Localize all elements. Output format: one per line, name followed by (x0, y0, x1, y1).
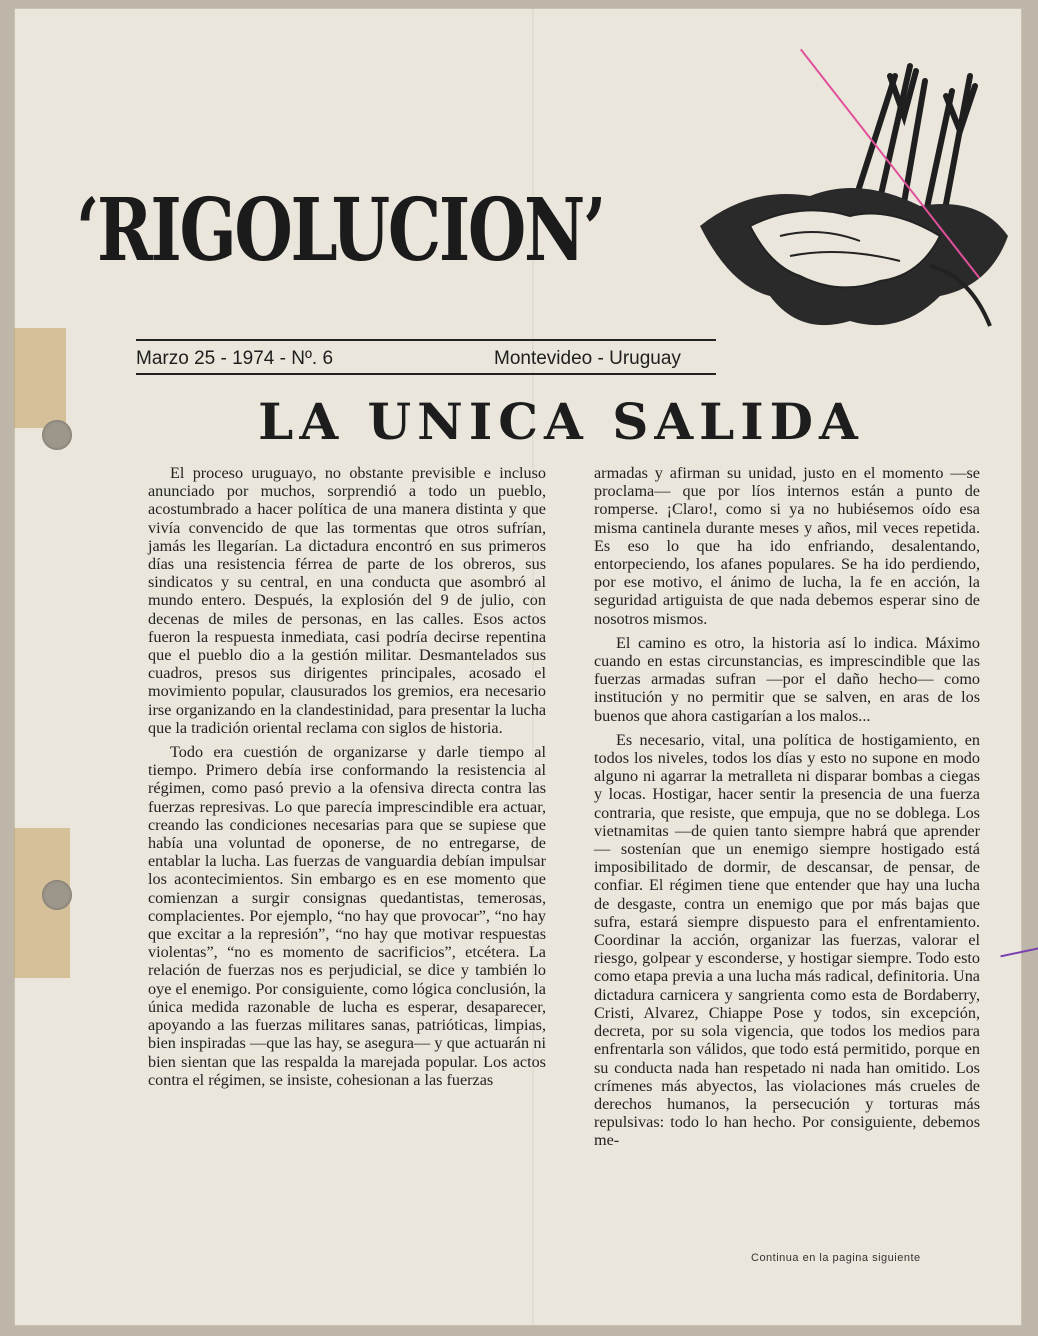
article-headline: LA UNICA SALIDA (258, 392, 864, 451)
paragraph: armadas y afirman su unidad, justo en el momento —se proclama— que por líos internos están a punto de romperse. ¡Claro!, como si ya no hubiésemos oído esa misma cantinela durante meses y años, mil veces repetida. Es eso lo que ha ido enfriando, desalentando, entorpeciendo, los afanes populares. Se ha ido perdiendo, por ese motivo, el ánimo de lucha, la fe en acción, la seguridad artiguista de que nada debemos esperar sino de nosotros mismos. (594, 464, 980, 628)
tape-stain-top (14, 328, 66, 428)
newspaper-title: ‘RIGOLUCION’ (76, 180, 604, 281)
article-column-left (148, 464, 546, 1089)
masthead-illustration (690, 36, 1020, 366)
issue-place: Montevideo - Uruguay (494, 348, 681, 369)
continued-note: Continua en la pagina siguiente (751, 1252, 921, 1264)
issue-date-number: Marzo 25 - 1974 - Nº. 6 (136, 348, 334, 369)
margin-pen-mark (1000, 945, 1038, 958)
binder-hole-top (42, 420, 72, 450)
article-column-right (594, 464, 980, 1150)
masthead-rule-top (136, 339, 716, 341)
paragraph: Todo era cuestión de organizarse y darle tiempo al tiempo. Primero debía irse conformando la resistencia al régimen, como pasó previo a la ofensiva directa contra las fuerzas represivas. Lo que parecía imprescindible era actuar, creando las condiciones necesarias para que se supiese que había una voluntad de oponerse, de no entregarse, de entablar la lucha. Las fuerzas de vanguardia debían impulsar los acontecimientos. Sin embargo es en ese momento que comienzan a surgir consignas quedantistas, temerosas, complacientes. Por ejemplo, “no hay que provocar”, “no hay que excitar a la represión”, “no hay que motivar respuestas violentas”, “no es momento de sacrificios”, etcétera. La relación de fuerzas nos es perjudicial, se dice y también lo oye el enemigo. Por consiguiente, como lógica conclusión, la única medida razonable de lucha es esperar, desaparecer, apoyando a las fuerzas militares sanas, patrióticas, limpias, bien inspiradas —que las hay, se asegura— y que actuarán ni bien sientan que las respalda la marejada popular. Los actos contra el régimen, se insiste, cohesionan a las fuerzas (148, 743, 546, 1089)
binder-hole-bottom (42, 880, 72, 910)
paragraph: Es necesario, vital, una política de hostigamiento, en todos los niveles, todos los días y esto no supone en modo alguno ni agarrar la metralleta ni disparar bombas a ciegas y locas. Hostigar, hacer sentir la presencia de una fuerza contraria, que resiste, que empuja, que no se doblega. Los vietnamitas —de quien tanto siempre habrá que aprender— sostenían que un enemigo siempre hostigado está imposibilitado de dormir, de descansar, de pensar, de confiar. El régimen tiene que entender que hay una lucha de desgaste, contra un enemigo que por más bajas que sufra, estará siempre dispuesto para el enfrentamiento. Coordinar la acción, organizar las fuerzas, valorar el riesgo, golpear y esconderse, y hostigar siempre. Todo esto como etapa previa a una lucha más radical, definitoria. Una dictadura carnicera y sangrienta como esta de Bordaberry, Cristi, Alvarez, Chiappe Pose y todos, sin excepción, decreta, por su sola vigencia, que todos los medios para enfrentarla son válidos, que todo está permitido, porque en su conducta nada han respetado ni nada han omitido. Los crímenes más abyectos, las violaciones más crueles de derechos humanos, la persecución y torturas más repulsivas: todo lo han hecho. Por consiguiente, debemos me- (594, 730, 980, 1150)
newspaper-page (14, 8, 1022, 1326)
paragraph: El camino es otro, la historia así lo indica. Máximo cuando en estas circunstancias, es imprescindible que las fuerzas armadas sufran —por el daño hecho— como institución y no permitir que se salven, en aras de los buenos que ahora castigarían a los malos... (594, 633, 980, 725)
masthead-rule-bottom (136, 373, 716, 375)
paragraph: El proceso uruguayo, no obstante previsible e incluso anunciado por muchos, sorprendió a todo un pueblo, acostumbrado a hacer política de una manera distinta y que vivía convencido de que las tormentas que otros sufrían, jamás les llegarían. La dictadura encontró en sus primeros días una resistencia férrea de parte de los obreros, sus sindicatos y su central, en una conducta que asombró al mundo entero. Después, la explosión del 9 de julio, con decenas de miles de personas, en las calles. Esos actos fueron la respuesta inmediata, casi podría decirse repentina que el pueblo dio a la gestión militar. Desmantelados sus cuadros, presos sus dirigentes principales, acosado el movimiento popular, clausurados los gremios, era necesario irse organizando en la clandestinidad, para presentar la lucha que la tradición oriental reclama con siglos de historia. (148, 464, 546, 737)
